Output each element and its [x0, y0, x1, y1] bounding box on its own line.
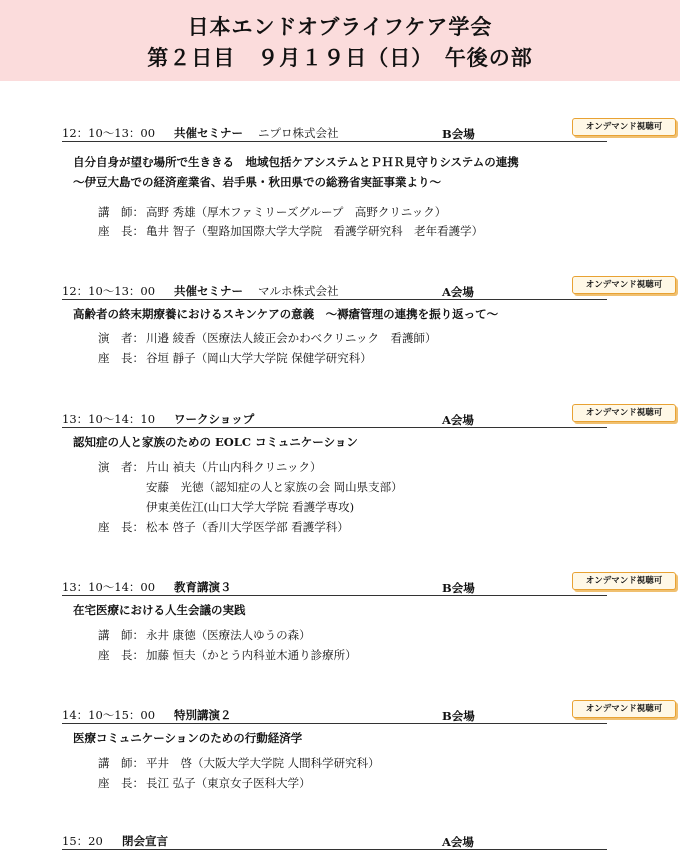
page-subtitle: 第２日目 ９月１９日（日） 午後の部 [147, 46, 533, 70]
on-demand-badge: オンデマンド視聴可 [572, 276, 676, 294]
person-name: 川邉 綾香（医療法人綾正会かわべクリニック 看護師） [146, 331, 437, 345]
session-venue: B会場 [442, 709, 475, 723]
on-demand-badge: オンデマンド視聴可 [572, 404, 676, 422]
session-title: 医療コミュニケーションのための行動経済学 [73, 731, 303, 745]
person-name: 平井 啓（大阪大学大学院 人間科学研究科） [146, 756, 380, 770]
session-title: 認知症の人と家族のための EOLC コミュニケーション [73, 435, 358, 449]
session-venue: A会場 [442, 285, 474, 299]
session-header [62, 408, 663, 428]
person-name: 高野 秀雄（厚木ファミリーズグループ 高野クリニック） [146, 205, 447, 219]
session-time: 12：10〜13：00 [62, 126, 156, 140]
session-type: 閉会宣言 [122, 834, 168, 848]
session-sponsor: マルホ株式会社 [258, 284, 339, 298]
session-title: 在宅医療における人生会議の実践 [73, 603, 246, 617]
on-demand-badge: オンデマンド視聴可 [572, 700, 676, 718]
person-name: 加藤 恒夫（かとう内科並木通り診療所） [146, 648, 357, 662]
person-name: 永井 康徳（医療法人ゆうの森） [146, 628, 311, 642]
person-name: 松本 啓子（香川大学医学部 看護学科） [146, 520, 349, 534]
session-venue: B会場 [442, 127, 475, 141]
session-header [62, 122, 663, 142]
page-header [0, 0, 680, 81]
on-demand-badge: オンデマンド視聴可 [572, 572, 676, 590]
person-role: 講 師： [98, 756, 144, 770]
session-header [62, 832, 607, 850]
session-type: 特別講演２ [174, 708, 232, 722]
session-time: 13：10〜14：00 [62, 580, 156, 594]
session-time: 14：10〜15：00 [62, 708, 156, 722]
person-role: 座 長： [98, 351, 144, 365]
session-venue: A会場 [442, 413, 474, 427]
person-name: 長江 弘子（東京女子医科大学） [146, 776, 311, 790]
person-role: 座 長： [98, 776, 144, 790]
person-name: 亀井 智子（聖路加国際大学大学院 看護学研究科 老年看護学） [146, 224, 484, 238]
session-type: 共催セミナー [174, 126, 243, 140]
person-role: 座 長： [98, 648, 144, 662]
person-role: 講 師： [98, 628, 144, 642]
session-time: 15：20 [62, 834, 103, 848]
person-name: 片山 禎夫（片山内科クリニック） [146, 460, 322, 474]
person-name: 安藤 光徳（認知症の人と家族の会 岡山県支部） [146, 480, 403, 494]
session-venue: B会場 [442, 581, 475, 595]
person-name: 谷垣 靜子（岡山大学大学院 保健学研究科） [146, 351, 372, 365]
session-header [62, 280, 663, 300]
session-subtitle: 〜伊豆大島での経済産業省、岩手県・秋田県での総務省実証事業より〜 [73, 175, 441, 189]
person-role: 座 長： [98, 520, 144, 534]
person-role: 演 者： [98, 331, 144, 345]
on-demand-badge: オンデマンド視聴可 [572, 118, 676, 136]
session-title: 高齢者の終末期療養におけるスキンケアの意義 〜褥瘡管理の連携を振り返って〜 [73, 307, 499, 321]
session-time: 13：10〜14：10 [62, 412, 156, 426]
session-time: 12：10〜13：00 [62, 284, 156, 298]
person-name: 伊東美佐江(山口大学大学院 看護学専攻) [146, 500, 355, 514]
page-title: 日本エンドオブライフケア学会 [187, 15, 493, 39]
session-type: 共催セミナー [174, 284, 243, 298]
session-type: 教育講演３ [174, 580, 232, 594]
session-title: 自分自身が望む場所で生ききる 地域包括ケアシステムとＰＨＲ見守りシステムの連携 [73, 155, 519, 169]
session-header [62, 576, 663, 596]
person-role: 講 師： [98, 205, 144, 219]
session-venue: A会場 [442, 835, 474, 849]
session-sponsor: ニプロ株式会社 [258, 126, 339, 140]
person-role: 演 者： [98, 460, 144, 474]
person-role: 座 長： [98, 224, 144, 238]
session-type: ワークショップ [174, 412, 255, 426]
session-header [62, 704, 663, 724]
